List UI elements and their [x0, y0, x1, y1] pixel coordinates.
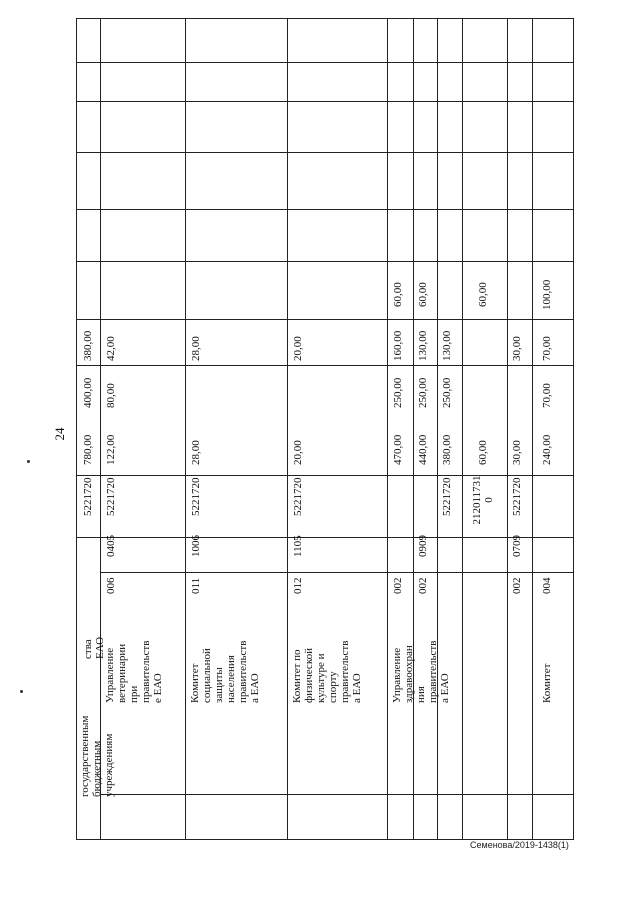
- page-number: 24: [52, 427, 67, 441]
- scan-dot: [20, 690, 23, 693]
- scan-dot: [27, 460, 30, 463]
- footer-code: Семенова/2019-1438(1): [470, 840, 569, 850]
- rotated-table: государственным бюджетным учреждениям ства ЕАО 5221720 780,00 400,00 380,00 Управление ветеринарии при правительств е ЕАО 006 0405 5221720 122,00 80,00 42,00 Комитет социальной защиты населения правительств а ЕАО 011 1006 5221720 28,00 28,00 Комитет по физической культуре и спорту правительств а ЕАО 012 1105 5221720 20,00 20,00 Управление здравоохран ния правительств а ЕАО 002 470,00 250,00 160,00 60,00 002 0909 440,00 250,00 130,00 60,00 5221720 380,00 250,00 130,00 212011731 0 60,00 60,00 002 0709 5221720 30,00 30,00 Комитет 004 240,00 70,00 70,00 100,00: [76, 18, 574, 840]
